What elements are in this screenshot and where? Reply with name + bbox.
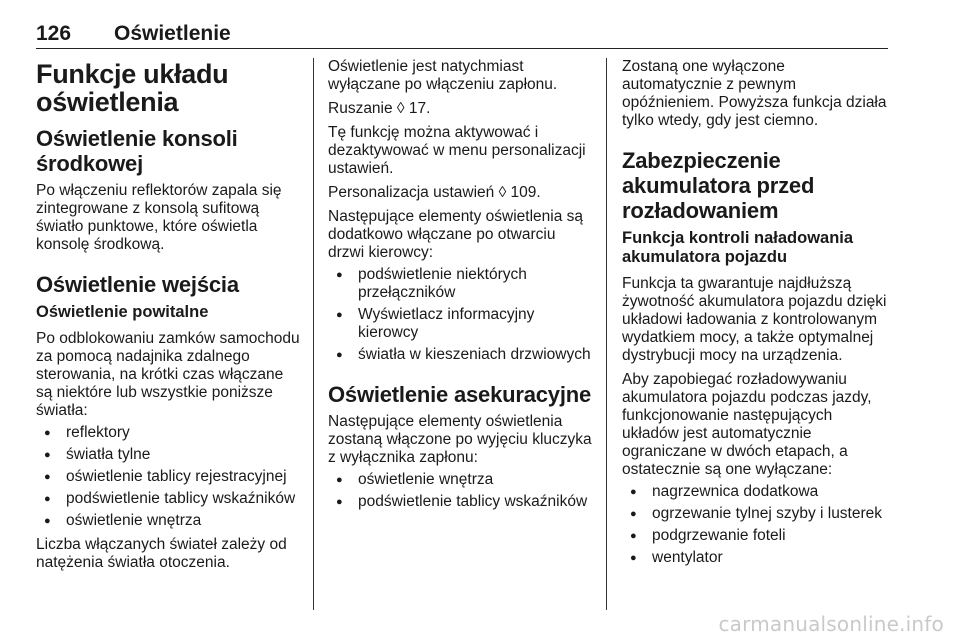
section-heading-console-light: Oświetlenie konsoli środkowej: [36, 126, 238, 176]
running-title: Oświetlenie: [114, 22, 231, 45]
list-item: ● podświetlenie tablicy wskaźników: [36, 490, 302, 508]
paragraph: Po odblokowaniu zamków samochodu za pomocą nadajnika zdalnego sterowania, na krótki czas włączane są niektóre lub wszystkie poniższe światła:: [36, 330, 300, 419]
cross-reference: Personalizacja ustawień ◊ 109.: [328, 184, 541, 201]
subheading-welcome-light: Oświetlenie powitalne: [36, 303, 209, 321]
list-item: ● ogrzewanie tylnej szyby i lusterek: [622, 505, 888, 523]
chapter-heading: Funkcje układu oświetlenia: [36, 59, 229, 117]
paragraph: Liczba włączanych świateł zależy od natężenia światła otoczenia.: [36, 536, 287, 571]
list-item: ● światła tylne: [36, 446, 302, 464]
column-divider: [606, 58, 607, 610]
section-heading-entry-light: Oświetlenie wejścia: [36, 272, 239, 297]
paragraph: Oświetlenie jest natychmiast wyłączane po włączeniu zapłonu.: [328, 58, 558, 93]
column-left: [36, 58, 302, 578]
list-item: ● wentylator: [622, 549, 888, 567]
paragraph: Następujące elementy oświetlenia są dodatkowo włączane po otwarciu drzwi kierowcy:: [328, 208, 584, 261]
list-item: ● oświetlenie wnętrza: [328, 471, 594, 489]
list-item: ● oświetlenie tablicy rejestracyjnej: [36, 468, 302, 486]
column-right: [622, 58, 888, 573]
list-item: ● Wyświetlacz informacyjny kierowcy: [328, 306, 594, 342]
section-heading-safety-light: Oświetlenie asekuracyjne: [328, 382, 592, 407]
list-item: ● podgrzewanie foteli: [622, 527, 888, 545]
paragraph: Tę funkcję można aktywować i dezaktywować w menu personalizacji ustawień.: [328, 124, 586, 177]
section-heading-battery-protection: Zabezpieczenie akumulatora przed rozładowaniem: [622, 148, 815, 223]
watermark: carmanualsonline.info: [718, 612, 944, 636]
subheading-battery-charge-control: Funkcja kontroli naładowania akumulatora pojazdu: [622, 229, 854, 266]
bullet-list: [328, 266, 594, 364]
list-item: ● oświetlenie wnętrza: [36, 512, 302, 530]
paragraph: Funkcja ta gwarantuje najdłuższą żywotność akumulatora pojazdu dzięki układowi ładowania z kontrolowanym wydatkiem mocy, a także optymalnej dystrybucji mocy na urządzenia.: [622, 275, 887, 364]
bullet-list: [622, 483, 888, 567]
paragraph: Zostaną one wyłączone automatycznie z pewnym opóźnieniem. Powyższa funkcja działa tylko wtedy, gdy jest ciemno.: [622, 58, 887, 129]
paragraph: Po włączeniu reflektorów zapala się zintegrowane z konsolą sufitową światło punktowe, które oświetla konsolę środkową.: [36, 182, 282, 253]
column-middle: [328, 58, 594, 517]
list-item: ● nagrzewnica dodatkowa: [622, 483, 888, 501]
cross-reference: Ruszanie ◊ 17.: [328, 100, 431, 117]
paragraph: Następujące elementy oświetlenia zostaną włączone po wyjęciu kluczyka z wyłącznika zapłonu:: [328, 413, 592, 466]
list-item: ● reflektory: [36, 424, 302, 442]
list-item: ● podświetlenie niektórych przełączników: [328, 266, 594, 302]
column-divider: [313, 58, 314, 610]
list-item: ● światła w kieszeniach drzwiowych: [328, 346, 594, 364]
page-header: [36, 20, 888, 49]
bullet-list: [328, 471, 594, 511]
paragraph: Aby zapobiegać rozładowywaniu akumulatora pojazdu podczas jazdy, funkcjonowanie następujących układów jest automatycznie ograniczane w dwóch etapach, a ostatecznie są one wyłączane:: [622, 371, 872, 478]
bullet-list: [36, 424, 302, 530]
page-number: 126: [36, 22, 72, 45]
list-item: ● podświetlenie tablicy wskaźników: [328, 493, 594, 511]
